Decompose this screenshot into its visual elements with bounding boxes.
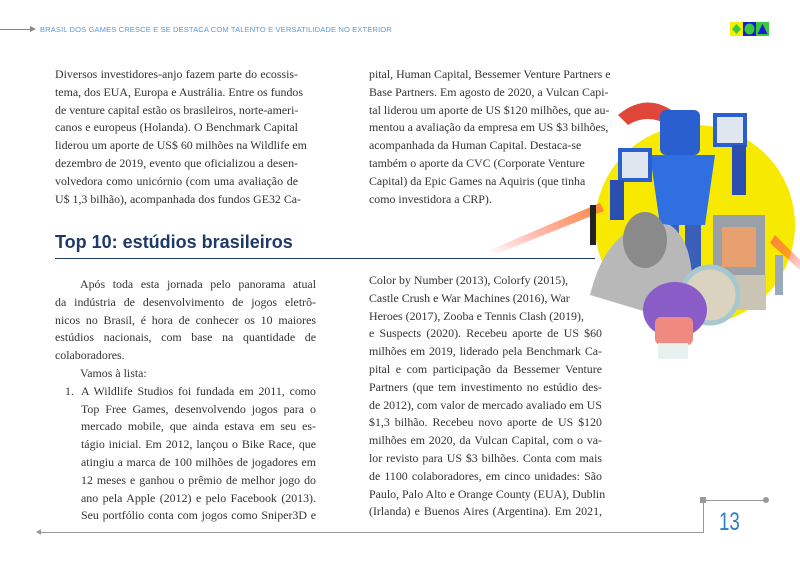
text-line [369,290,602,308]
text-line-content: volvedora como unicórnio (com uma avaliação de [55,173,298,188]
text-line [369,379,602,397]
section-column-1 [55,276,316,525]
section-title: Top 10: estúdios brasileiros [55,232,293,252]
text-line-content: liderou um aporte de US$ 60 milhões na Wildlife em [55,138,307,153]
text-line [55,102,298,120]
text-line-content: pital e com participação da Bessemer Venture [369,361,602,376]
text-line-content: Partners (que tem investimento no estúdio des- [369,379,602,394]
intro-column-2 [369,66,611,208]
text-line-content: lor revisto para US $3 bilhões. Conta com mais [369,450,602,465]
text-line-content: pital, Human Capital, Bessemer Venture Partners e [369,67,611,81]
text-line-content: milhões em 2020, da Vulcan Capital, com o va- [369,433,602,448]
text-line-content: Top Free Games, desenvolvendo jogos para o [81,401,316,416]
text-line-content: mercado mobile, que ainda estava em seu es- [81,419,316,434]
text-line-content: também o aporte da CVC (Corporate Venture [369,155,585,170]
text-line-content: de 1100 colaboradores, em cinco unidades: São [369,468,602,483]
laser-left [490,203,604,255]
circle-badge-icon [743,22,756,36]
text-line-content: estúdios nacionais, com base na quantidade de [55,330,316,345]
text-line [369,84,609,102]
text-line-content: atingiu a marca de 100 milhões de jogadores em [81,454,316,469]
footer-dot-marker [763,497,769,503]
footer-rule [40,532,703,533]
text-line-content: ano pela Apple (2012) e pelo Facebook (2013). [81,490,316,505]
text-line-content: colaboradores. [55,348,125,363]
text-line-content: Capital) da Epic Games na Aquiris (que tinha [369,173,586,188]
text-line-content: de venture capital estão os brasileiros, norte-ameri- [55,102,299,117]
text-line [369,272,602,290]
text-line [55,436,316,454]
text-line [55,347,316,365]
text-line [55,454,316,472]
text-line-content: Seu portfólio conta com jogos como Sniper3D e [81,508,316,523]
text-line [55,507,316,525]
text-line [55,173,298,191]
text-line [369,414,602,432]
text-line-content: tal liderou um aporte de US $120 milhões, que au- [369,102,610,117]
triangle-badge-icon [756,22,769,36]
text-line [55,137,307,155]
running-title: BRASIL DOS GAMES CRESCE E SE DESTACA COM TALENTO E VERSATILIDADE NO EXTERIOR [40,25,392,34]
list-intro: Vamos à lista: [80,365,147,380]
text-line [369,308,602,326]
text-line-content: milhões em 2019, liderado pela Benchmark Ca- [369,344,602,359]
header-arrow-icon [30,26,36,32]
diamond-badge-icon [730,22,743,36]
text-line [55,490,316,508]
text-line [55,383,316,401]
text-line [369,486,606,504]
text-line [55,119,298,137]
text-line-content: U$ 1,3 bilhão), acompanhada dos fundos GE32 Ca- [55,191,302,206]
text-line [369,191,602,209]
text-line [55,84,303,102]
text-line [55,312,316,330]
text-line [369,361,602,379]
text-line-content: Após toda esta jornada pelo panorama atual [80,277,316,291]
text-line-content: como investidora a CRP). [369,191,492,206]
text-line-content: Base Partners. Em agosto de 2020, a Vulcan Capi- [369,84,609,99]
text-line [369,503,602,521]
text-line [55,329,316,347]
text-line [369,343,602,361]
text-line [369,450,602,468]
text-line-content: e Suspects (2020). Recebeu aporte de US $60 [369,326,602,341]
text-line [55,66,298,84]
section-column-2 [369,272,606,521]
text-line-content: Castle Crush e War Machines (2016), War [369,290,570,305]
text-line-content: mentou a avaliação da empresa em US $3 bilhões, [369,120,609,135]
text-line [369,119,609,137]
text-line [369,325,602,343]
text-line-content: (Irlanda) e Buenos Aires (Argentina). Em 2021, [369,504,602,519]
text-line [369,397,602,415]
text-line-content: 12 meses e ganhou o prêmio de melhor jogo do [81,472,316,487]
text-line-content: da indústria de desenvolvimento de jogos eletrô- [55,294,316,309]
text-line-content: dezembro de 2019, evento que oficializou a desen- [55,155,298,170]
text-line-content: Paulo, Palo Alto e Orange County (EUA), Dublin [369,486,606,501]
text-line-content: acompanhada da Human Capital. Destaca-se [369,138,582,153]
footer-arrow-icon [36,529,41,535]
text-line [55,155,298,173]
text-line-content: canos e europeus (Holanda). O Benchmark Capital [55,120,298,135]
text-line [55,191,302,209]
text-line-content: tema, dos EUA, Europa e Austrália. Entre os fundos [55,84,303,99]
text-line [369,137,602,155]
text-line-content: Heroes (2017), Zooba e Tennis Clash (2019), [369,308,584,323]
list-number: 1. [65,383,74,398]
footer-connector [703,500,704,533]
text-line [369,155,602,173]
text-line [55,276,316,294]
text-line-content: de 2012), com valor de mercado avaliado em US [369,397,602,412]
text-line-content: tágio inicial. Em 2012, lançou o Bike Race, que [81,437,316,452]
text-line [369,173,602,191]
text-line [55,294,316,312]
header-rule [0,29,31,30]
text-line [55,418,316,436]
section-title-rule [55,258,595,259]
text-line [369,102,610,120]
text-line [55,472,316,490]
girl-character [643,282,707,359]
text-line [369,432,602,450]
text-line [55,401,316,419]
text-line-content: A Wildlife Studios foi fundada em 2011, como [81,383,316,398]
page-number: 13 [719,508,740,536]
intro-column-1 [55,66,307,208]
text-line-content: Color by Number (2013), Colorfy (2015), [369,273,569,287]
footer-top-rule [703,500,765,501]
text-line-content: Diversos investidores-anjo fazem parte do ecossis- [55,67,298,81]
text-line-content: $1,3 bilhão. Recebeu novo aporte de US $120 [369,415,602,430]
text-line-content: nicos no Brasil, é hora de conhecer os 10 maiores [55,312,316,327]
text-line [369,66,611,84]
text-line [369,468,602,486]
